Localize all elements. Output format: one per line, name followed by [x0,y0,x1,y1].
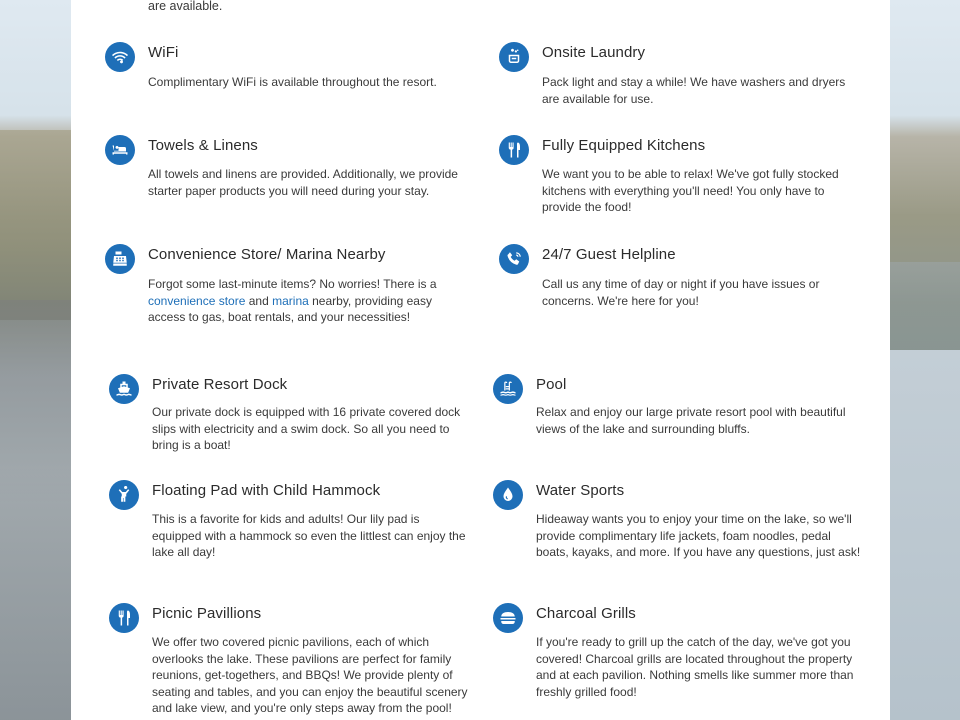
feature-title: Picnic Pavillions [152,605,262,622]
background-dock [0,300,72,720]
marina-link[interactable]: marina [272,293,309,308]
background-hills [890,262,960,352]
feature-title: Convenience Store/ Marina Nearby [148,246,386,263]
feature-description: Hideaway wants you to enjoy your time on the lake, so we'll provide complimentary life jackets, foam noodles, pedal boats, kayaks, and more. If you have any questions, just ask! [536,512,861,559]
background-lake [890,350,960,720]
feature-title: Towels & Linens [148,137,258,154]
feature-description: Relax and enjoy our large private resort pool with beautiful views of the lake and surrounding bluffs. [536,405,846,436]
feature-title: Charcoal Grills [536,605,636,622]
feature-description: Our private dock is equipped with 16 private covered dock slips with electricity and a swim dock. So all you need to bring is a boat! [152,405,461,452]
description-text: nearby, providing easy access to gas, boat rentals, and your necessities! [148,293,432,324]
feature-description: We offer two covered picnic pavilions, each of which overlooks the lake. These pavilions are perfect for family reunions, get-togethers, and BBQs! We provide plenty of seating and tables, and you can enjoy the beautiful scenery and lake view, and you're only steps away from the pool! [152,635,468,715]
wifi-icon [105,42,135,72]
description-text: and [245,293,273,308]
feature-description: This is a favorite for kids and adults! Our lily pad is equipped with a hammock so even the littlest can enjoy the lake all day! [152,512,466,559]
ship-icon [109,374,139,404]
feature-title: WiFi [148,44,179,61]
feature-title: Fully Equipped Kitchens [542,137,706,154]
feature-description: All towels and linens are provided. Additionally, we provide starter paper products you will need during your stay. [148,167,458,198]
bed-icon [105,135,135,165]
feature-description: We want you to be able to relax! We've got fully stocked kitchens with everything you'll need! You only have to provide the food! [542,167,839,214]
feature-description [148,276,466,326]
feature-description: If you're ready to grill up the catch of the day, we've got you covered! Charcoal grills are located throughout the property and at each pavilion. Nothing smells like summer more than freshly grilled food! [536,635,854,699]
laundry-icon [499,42,529,72]
phone-icon [499,244,529,274]
feature-title: Onsite Laundry [542,44,646,61]
description-text: Forgot some last-minute items? No worries! There is a [148,277,437,291]
water-drop-icon [493,480,523,510]
utensils-icon [499,135,529,165]
background-trees [0,130,72,320]
feature-title: Private Resort Dock [152,376,288,393]
convenience-store-link[interactable]: convenience store [148,293,246,308]
feature-title: 24/7 Guest Helpline [542,246,676,263]
feature-description: Call us any time of day or night if you have issues or concerns. We're here for you! [542,277,820,308]
feature-title: Floating Pad with Child Hammock [152,482,381,499]
pool-icon [493,374,523,404]
feature-title: Water Sports [536,482,625,499]
utensils-icon [109,603,139,633]
feature-description: Complimentary WiFi is available throughout the resort. [148,75,437,89]
burger-icon [493,603,523,633]
cash-register-icon [105,244,135,274]
feature-title: Pool [536,376,567,393]
feature-description: Pack light and stay a while! We have washers and dryers are available for use. [542,75,846,106]
child-icon [109,480,139,510]
intro-text-tail: are available. [148,0,223,13]
